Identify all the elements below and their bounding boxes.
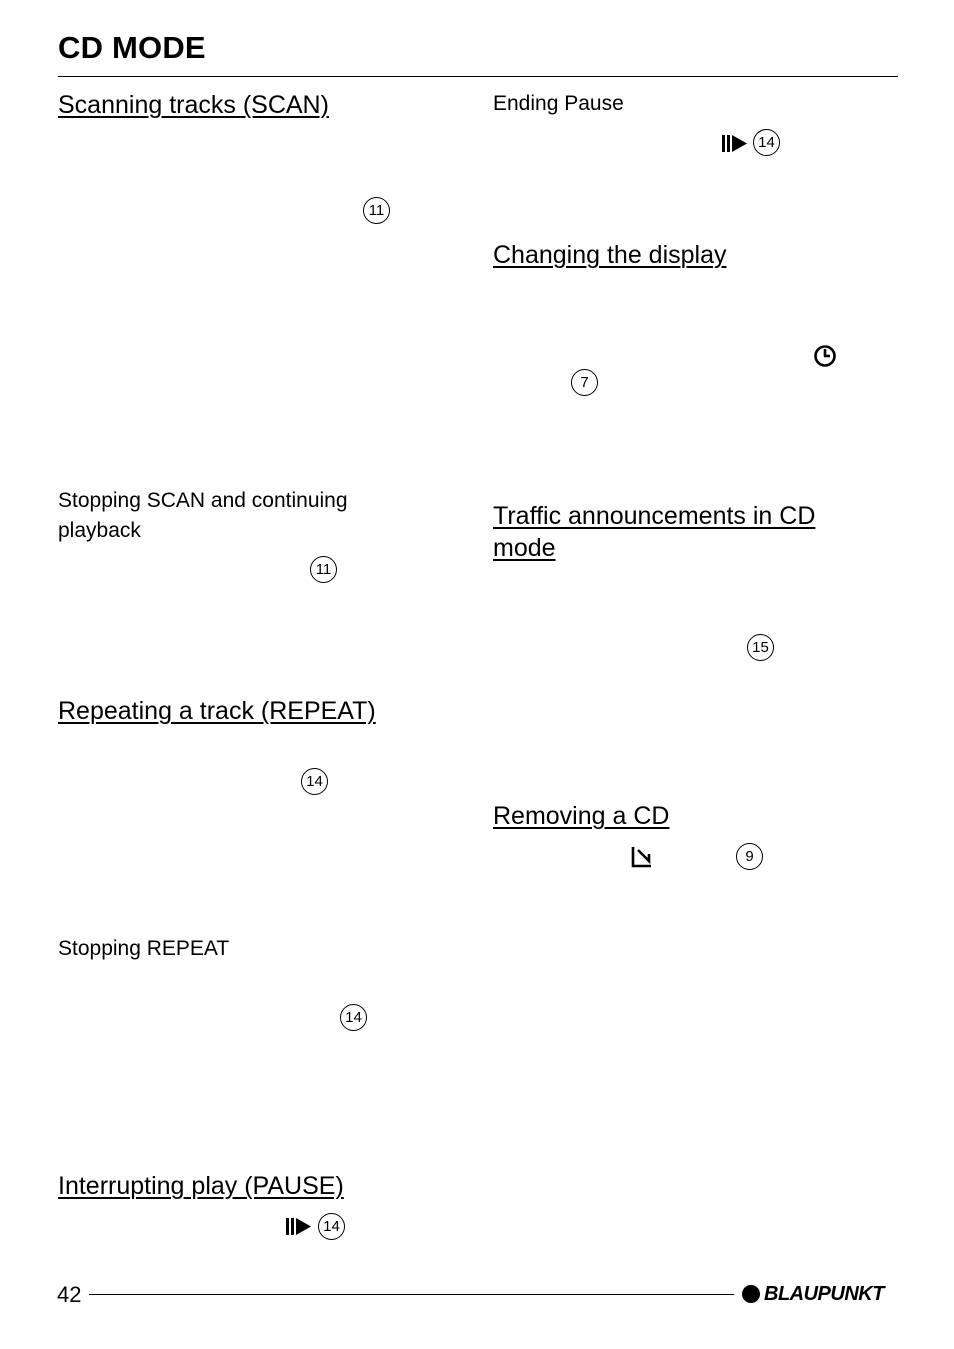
scan-button-ref-badge: 11 bbox=[363, 197, 390, 224]
brand-name: BLAUPUNKT bbox=[764, 1282, 884, 1305]
stop-scan-subheading-line2: playback bbox=[58, 519, 141, 542]
repeat-heading: Repeating a track (REPEAT) bbox=[58, 697, 376, 725]
traffic-heading-line1: Traffic announcements in CD bbox=[493, 502, 816, 530]
clock-icon bbox=[813, 344, 837, 368]
remove-button-ref-badge: 9 bbox=[736, 843, 763, 870]
repeat-button-ref-badge: 14 bbox=[301, 768, 328, 795]
pause-button-ref-badge: 14 bbox=[318, 1213, 345, 1240]
scan-heading: Scanning tracks (SCAN) bbox=[58, 91, 329, 119]
traffic-button-ref-badge: 15 bbox=[747, 634, 774, 661]
stop-scan-button-ref-badge: 11 bbox=[310, 556, 337, 583]
display-heading: Changing the display bbox=[493, 241, 727, 269]
stop-scan-subheading-line1: Stopping SCAN and continuing bbox=[58, 489, 348, 512]
pause-heading: Interrupting play (PAUSE) bbox=[58, 1172, 344, 1200]
logo-dot-icon bbox=[742, 1285, 760, 1303]
stop-scan-subheading bbox=[58, 486, 348, 546]
traffic-heading-line2: mode bbox=[493, 534, 556, 562]
play-pause-icon bbox=[286, 1217, 312, 1236]
remove-heading: Removing a CD bbox=[493, 802, 670, 830]
title-divider bbox=[58, 76, 898, 77]
brand-logo bbox=[742, 1282, 884, 1306]
stop-repeat-subheading: Stopping REPEAT bbox=[58, 937, 230, 960]
stop-repeat-button-ref-badge: 14 bbox=[340, 1004, 367, 1031]
traffic-heading bbox=[493, 500, 815, 564]
ending-pause-subheading: Ending Pause bbox=[493, 92, 624, 115]
eject-icon bbox=[630, 845, 654, 869]
page-number: 42 bbox=[57, 1282, 82, 1307]
page-title: CD MODE bbox=[58, 30, 206, 65]
play-pause-icon bbox=[722, 134, 748, 153]
ending-pause-button-ref-badge: 14 bbox=[753, 129, 780, 156]
footer-divider bbox=[89, 1294, 734, 1295]
display-button-ref-badge: 7 bbox=[571, 369, 598, 396]
